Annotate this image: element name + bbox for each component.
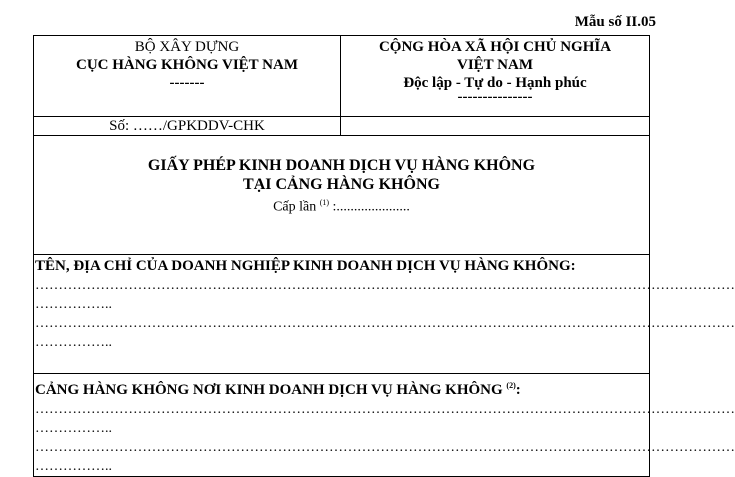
airport-section-title	[35, 376, 649, 400]
dotted-line: ……………..	[35, 459, 112, 474]
airport-section-title-text: CẢNG HÀNG KHÔNG NƠI KINH DOANH DỊCH VỤ HÀNG KHÔNG	[35, 382, 503, 398]
issue-fill: :.....................	[329, 199, 410, 215]
republic-line2: VIỆT NAM	[457, 57, 533, 73]
enterprise-section-title: TÊN, ĐỊA CHỈ CỦA DOANH NGHIỆP KINH DOANH DỊCH VỤ HÀNG KHÔNG:	[35, 258, 576, 274]
airport-section	[34, 374, 735, 477]
republic-line1: CỘNG HÒA XÃ HỘI CHỦ NGHĨA	[378, 39, 612, 55]
issue-count	[34, 194, 649, 216]
dotted-line: ……………………………………………………………………………………………………………………………………	[35, 316, 735, 331]
license-number: Số: ……/GPKDDV-CHK	[34, 117, 341, 136]
airport-title-suffix: :	[515, 382, 521, 398]
title-row	[34, 136, 650, 255]
airport-section-row	[34, 374, 650, 477]
header-row	[34, 36, 650, 117]
number-row	[34, 117, 650, 136]
enterprise-section	[34, 255, 735, 374]
number-row-empty-cell	[341, 117, 650, 136]
dotted-line: ……………..	[35, 297, 112, 312]
airport-footnote-marker: (2)	[506, 381, 516, 390]
motto-divider: ---------------	[457, 89, 533, 105]
license-table	[33, 35, 735, 477]
dotted-line: ……………..	[35, 421, 112, 436]
dotted-line: ……………………………………………………………………………………………………………………………………	[35, 440, 735, 455]
dotted-line: ……………………………………………………………………………………………………………………………………	[35, 278, 735, 293]
agency-name: CỤC HÀNG KHÔNG VIỆT NAM	[76, 57, 298, 73]
national-motto: Độc lập - Tự do - Hạnh phúc	[403, 75, 587, 91]
republic-header	[341, 36, 650, 117]
issue-footnote-marker: (1)	[319, 198, 330, 207]
dotted-line: ……………………………………………………………………………………………………………………………………	[35, 402, 735, 417]
agency-divider: -------	[169, 75, 205, 91]
license-title-block	[34, 136, 650, 255]
license-document	[33, 35, 735, 475]
agency-header	[34, 36, 341, 117]
issue-label: Cấp lần	[273, 199, 317, 215]
license-title-line2: TẠI CẢNG HÀNG KHÔNG	[243, 176, 440, 193]
ministry-name: BỘ XÂY DỰNG	[134, 39, 240, 55]
enterprise-section-row	[34, 255, 650, 374]
license-title-line1: GIẤY PHÉP KINH DOANH DỊCH VỤ HÀNG KHÔNG	[147, 157, 536, 174]
form-number: Mẫu số II.05	[574, 14, 656, 30]
dotted-line: ……………..	[35, 335, 112, 350]
